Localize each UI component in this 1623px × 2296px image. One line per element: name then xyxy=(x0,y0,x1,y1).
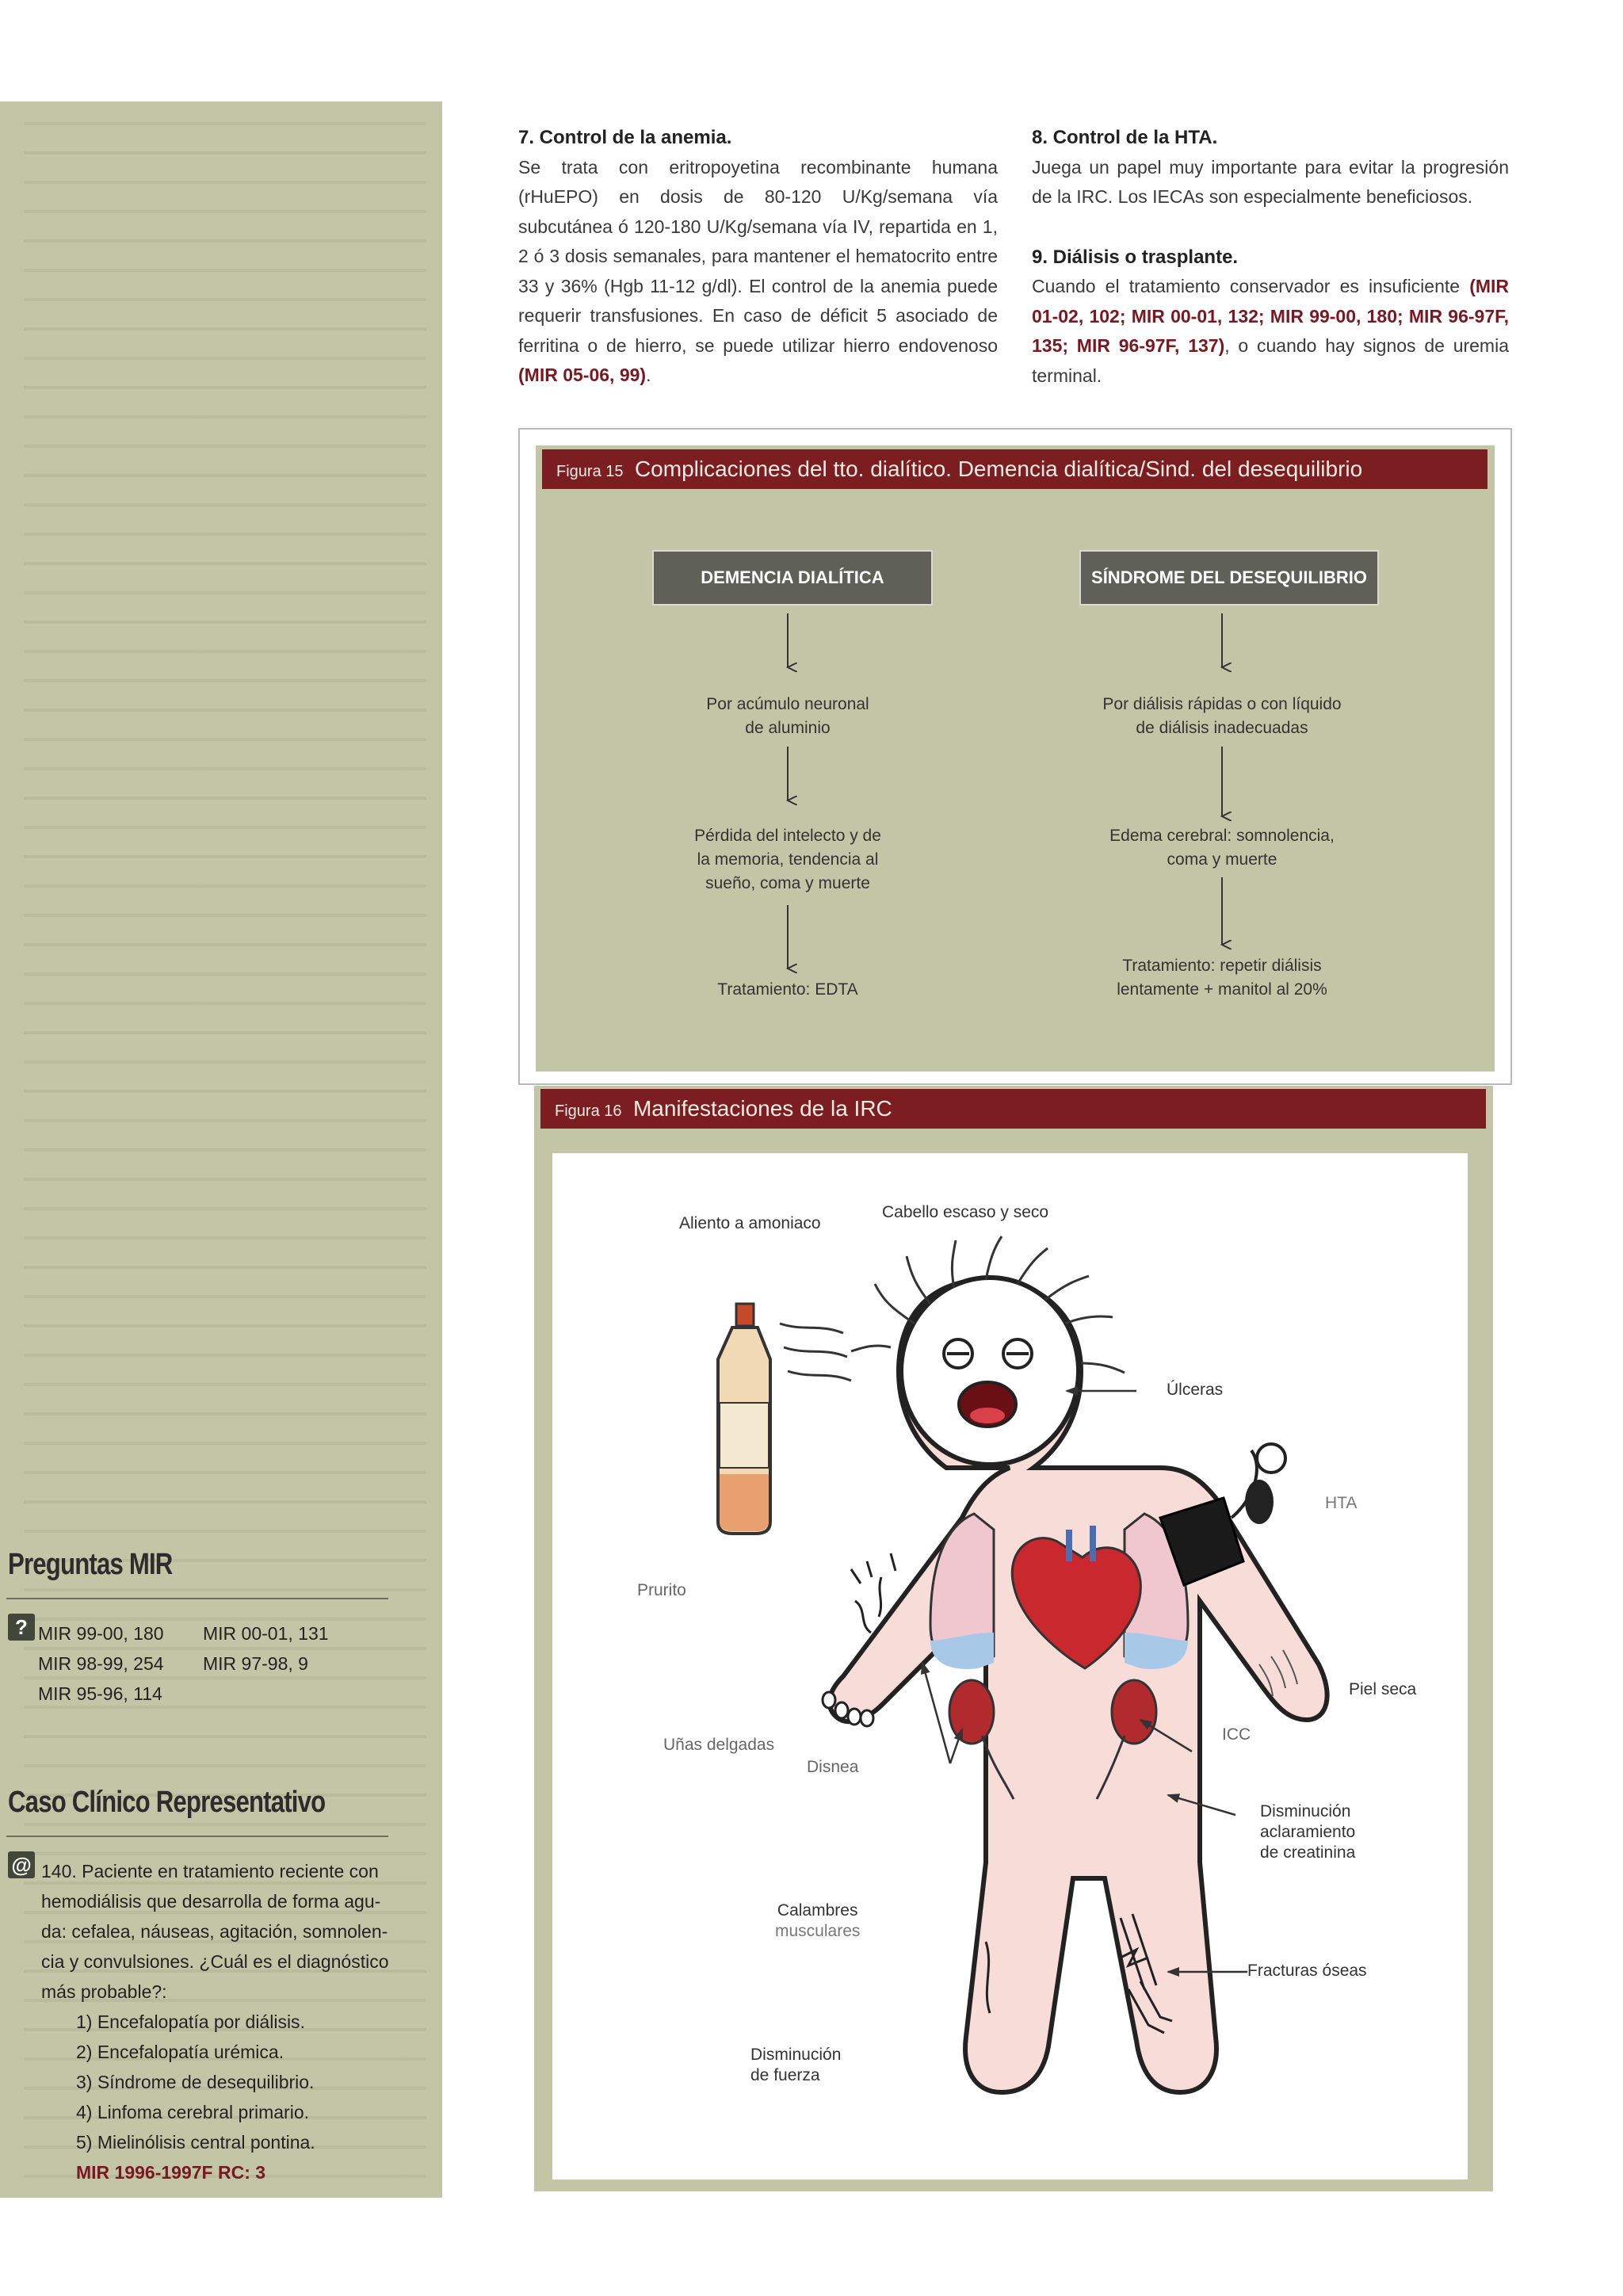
section-7-body: Se trata con eritropoyetina recombinante humana (rHuEPO) en dosis de 80-120 U/Kg/semana vía subcutánea ó 120-180 U/Kg/semana vía IV, repartida en 1, 2 ó 3 dosis semanales, para mantener el hematocrito entre 33 y 36% (Hgb 11-12 g/dl). El control de la anemia puede requerir transfusiones. En caso de déficit 5 asociado de ferritina o de hierro, se puede utilizar hierro endovenoso (MIR 05-06, 99). xyxy=(518,156,998,385)
sindrome-desequilibrio-box: SÍNDROME DEL DESEQUILIBRIO xyxy=(1079,550,1379,606)
section-8 xyxy=(1032,123,1509,391)
question-line: más probable?: xyxy=(41,1981,167,2002)
at-sign-icon: @ xyxy=(8,1851,35,1878)
sidebar-panel xyxy=(0,101,442,2198)
preguntas-ref: MIR 99-00, 180 xyxy=(38,1623,164,1644)
label-hta: HTA xyxy=(1325,1494,1358,1512)
question-line: da: cefalea, náuseas, agitación, somnolen- xyxy=(41,1921,388,1942)
question-line: 140. Paciente en tratamiento reciente con xyxy=(41,1861,379,1881)
desequilibrio-cause: Por diálisis rápidas o con líquido de diálisis inadecuadas xyxy=(1102,695,1342,737)
figure-15-title: Complicaciones del tto. dialítico. Demencia dialítica/Sind. del desequilibrio xyxy=(634,457,1363,481)
answer-key: MIR 1996-1997F RC: 3 xyxy=(76,2162,266,2183)
label-aclaramiento-creatinina: Disminución aclaramiento de creatinina xyxy=(1260,1802,1356,1862)
left-kidney-icon xyxy=(949,1680,994,1744)
patient-head xyxy=(901,1278,1079,1465)
figure-15-label: Figura 15 xyxy=(556,463,624,480)
section-8-title: 8. Control de la HTA. xyxy=(1032,127,1218,148)
label-icc: ICC xyxy=(1222,1725,1251,1744)
desequilibrio-treatment: Tratamiento: repetir diálisis lentamente + manitol al 20% xyxy=(1117,957,1327,999)
caso-clinico-heading: Caso Clínico Representativo xyxy=(8,1786,326,1819)
mir-reference: (MIR 01-02, 102; MIR 00-01, 132; MIR 99-00, 180; MIR 96-97F, 135; MIR 96-97F, 137) xyxy=(1032,276,1510,356)
mir-reference: (MIR 05-06, 99) xyxy=(518,365,647,385)
section-9-body: Cuando el tratamiento conservador es insuficiente (MIR 01-02, 102; MIR 00-01, 132; MIR 99-00, 180; MIR 96-97F, 135; MIR 96-97F, 137), o cuando hay signos de uremia terminal. xyxy=(1032,276,1510,386)
blood-pressure-cuff-icon xyxy=(1160,1444,1285,1585)
body-illustration xyxy=(518,1086,1509,2203)
sidebar-background-texture xyxy=(24,101,426,2198)
label-fracturas-oseas: Fracturas óseas xyxy=(1247,1962,1367,1980)
label-calambres: Calambres musculares xyxy=(775,1901,861,1940)
question-mark-icon: ? xyxy=(8,1614,35,1641)
preguntas-ref: MIR 95-96, 114 xyxy=(38,1683,162,1704)
label-prurito: Prurito xyxy=(637,1581,686,1599)
preguntas-ref: MIR 98-99, 254 xyxy=(38,1653,164,1674)
ammonia-bottle-icon xyxy=(718,1304,770,1534)
right-kidney-icon xyxy=(1112,1680,1156,1744)
demencia-dialitica-box: DEMENCIA DIALÍTICA xyxy=(652,550,933,606)
label-unas-delgadas: Uñas delgadas xyxy=(663,1736,775,1754)
demencia-treatment: Tratamiento: EDTA xyxy=(717,980,858,999)
section-7 xyxy=(518,123,998,391)
desequilibrio-effect: Edema cerebral: somnolencia, coma y muerte xyxy=(1109,827,1335,869)
preguntas-mir-heading: Preguntas MIR xyxy=(8,1548,173,1581)
preguntas-ref: MIR 00-01, 131 xyxy=(203,1623,329,1644)
label-piel-seca: Piel seca xyxy=(1349,1680,1417,1698)
section-9-title: 9. Diálisis o trasplante. xyxy=(1032,246,1239,268)
figure-16-label: Figura 16 xyxy=(555,1102,622,1120)
caso-divider xyxy=(6,1836,388,1837)
preguntas-divider xyxy=(6,1598,388,1599)
label-ulceras: Úlceras xyxy=(1167,1381,1224,1399)
answer-option: 2) Encefalopatía urémica. xyxy=(76,2042,285,2062)
label-disnea: Disnea xyxy=(807,1758,859,1776)
preguntas-ref: MIR 97-98, 9 xyxy=(203,1653,308,1674)
answer-option: 3) Síndrome de desequilibrio. xyxy=(76,2072,315,2092)
demencia-effect: Pérdida del intelecto y de la memoria, tendencia al sueño, coma y muerte xyxy=(694,827,881,892)
figure-16-title: Manifestaciones de la IRC xyxy=(632,1096,892,1121)
question-line: hemodiálisis que desarrolla de forma agu- xyxy=(41,1891,381,1912)
question-line: cia y convulsiones. ¿Cuál es el diagnóstico xyxy=(41,1951,389,1972)
section-8-body: Juega un papel muy importante para evitar la progresión de la IRC. Los IECAs son especialmente beneficiosos. xyxy=(1032,156,1509,207)
answer-option: 1) Encefalopatía por diálisis. xyxy=(76,2011,305,2032)
label-disminucion-fuerza: Disminución de fuerza xyxy=(750,2046,842,2084)
label-aliento-amoniaco: Aliento a amoniaco xyxy=(679,1214,821,1232)
demencia-cause: Por acúmulo neuronal de aluminio xyxy=(706,695,869,737)
section-7-title: 7. Control de la anemia. xyxy=(518,127,732,148)
figure-16 xyxy=(518,1086,1509,2203)
figure-15 xyxy=(518,428,1512,1085)
answer-option: 4) Linfoma cerebral primario. xyxy=(76,2102,310,2122)
label-cabello: Cabello escaso y seco xyxy=(882,1203,1049,1221)
answer-option: 5) Mielinólisis central pontina. xyxy=(76,2132,315,2153)
